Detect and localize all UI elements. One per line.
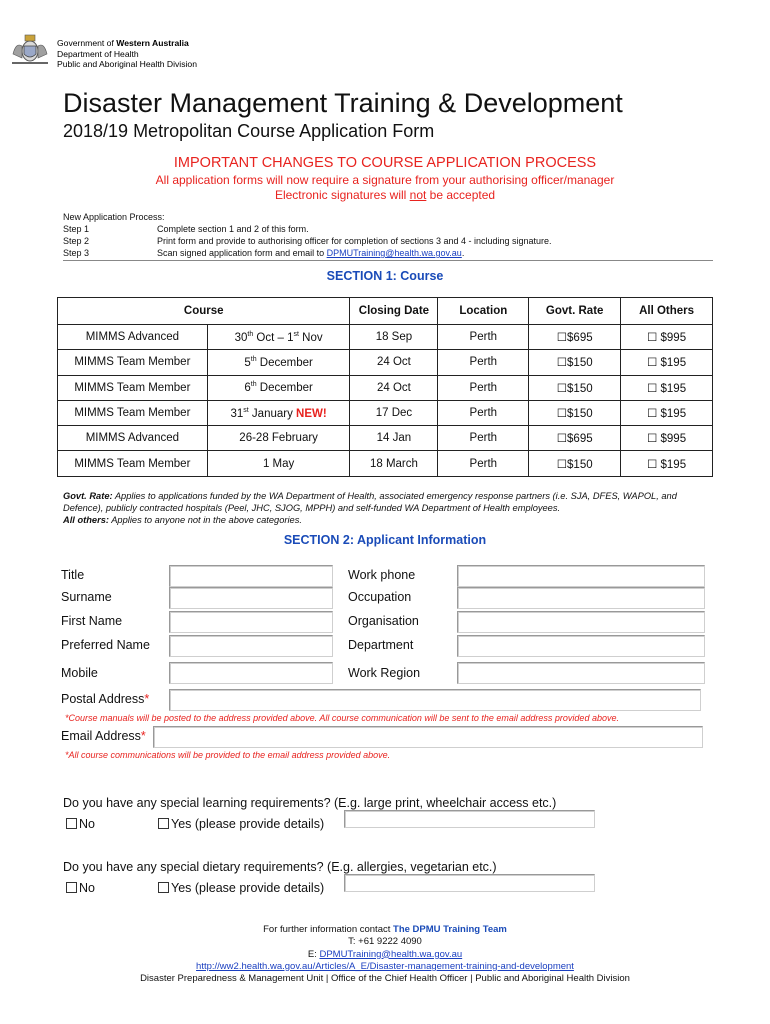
title-label: Title <box>61 568 85 582</box>
all-others-checkbox[interactable]: ☐ $195 <box>621 350 713 375</box>
process-step: Step 3 Scan signed application form and email to DPMUTraining@health.wa.gov.au. <box>63 248 465 258</box>
govt-rate-checkbox[interactable]: ☐$695 <box>529 325 621 350</box>
location: Perth <box>438 350 529 375</box>
all-others-checkbox[interactable]: ☐ $195 <box>621 451 713 476</box>
gov-line1-bold: Western Australia <box>116 38 189 48</box>
col-location: Location <box>438 298 529 325</box>
postal-address-input[interactable] <box>169 689 701 711</box>
course-name: MIMMS Advanced <box>58 426 208 451</box>
dpmu-team: The DPMU Training Team <box>393 924 507 935</box>
course-dates: 5th December <box>207 350 350 375</box>
course-dates: 30th Oct – 1st Nov <box>207 325 350 350</box>
important-heading: IMPORTANT CHANGES TO COURSE APPLICATION PROCESS <box>173 155 597 171</box>
first-name-label: First Name <box>61 614 123 628</box>
important-line2 <box>0 188 770 202</box>
section2-heading: SECTION 2: Applicant Information <box>283 533 487 547</box>
closing-date: 24 Oct <box>350 375 438 400</box>
govt-rate-note: Applies to applications funded by the WA Department of Health, associated emergency response partners (i.e. SJA, DFES, WAPOL, and Defence), publicly contracted hospitals (Peel, JHC, SJOG, MPPH) and self-funded WA Department of Health employees. <box>63 491 677 513</box>
govt-rate-checkbox[interactable]: ☐$150 <box>529 375 621 400</box>
footer-email: E: DPMUTraining@health.wa.gov.au <box>307 948 463 960</box>
checkbox-icon[interactable] <box>158 882 169 893</box>
course-table <box>57 297 713 477</box>
course-name: MIMMS Advanced <box>58 325 208 350</box>
work-region-label: Work Region <box>348 666 421 680</box>
col-course: Course <box>58 298 350 325</box>
occupation-input[interactable] <box>457 587 705 609</box>
footer-contact: For further information contact The DPMU Training Team <box>263 924 507 935</box>
surname-input[interactable] <box>169 587 333 609</box>
footer-unit: Disaster Preparedness & Management Unit | Office of the Chief Health Officer | Public and Aboriginal Health Division <box>140 973 630 985</box>
footer-phone: T: +61 9222 4090 <box>348 936 422 948</box>
govt-rate-checkbox[interactable]: ☐$695 <box>529 426 621 451</box>
table-row <box>58 350 713 375</box>
preferred-name-label: Preferred Name <box>61 638 150 652</box>
work-phone-input[interactable] <box>457 565 705 587</box>
course-name: MIMMS Team Member <box>58 375 208 400</box>
important-line1: All application forms will now require a signature from your authorising officer/manager <box>155 173 615 187</box>
work-region-input[interactable] <box>457 662 705 684</box>
table-row <box>58 400 713 425</box>
divider <box>63 260 713 261</box>
footer-email-link[interactable]: DPMUTraining@health.wa.gov.au <box>319 948 463 960</box>
gov-line3: Public and Aboriginal Health Division <box>57 59 197 69</box>
closing-date: 24 Oct <box>350 350 438 375</box>
occupation-label: Occupation <box>348 590 412 604</box>
dietary-no-option[interactable]: No <box>66 881 95 895</box>
course-dates: 6th December <box>207 375 350 400</box>
footer-url-link[interactable]: http://ww2.health.wa.gov.au/Articles/A_E/Disaster-management-training-and-development <box>196 960 574 972</box>
course-dates: 31st January NEW! <box>207 400 350 425</box>
title-input[interactable] <box>169 565 333 587</box>
mobile-label: Mobile <box>61 666 98 680</box>
postal-address-note: *Course manuals will be posted to the address provided above. All course communication will be sent to the email address provided above. <box>65 713 619 723</box>
location: Perth <box>438 400 529 425</box>
location: Perth <box>438 426 529 451</box>
all-others-checkbox[interactable]: ☐ $995 <box>621 325 713 350</box>
closing-date: 18 Sep <box>350 325 438 350</box>
checkbox-icon[interactable] <box>66 818 77 829</box>
all-others-checkbox[interactable]: ☐ $995 <box>621 426 713 451</box>
application-process <box>63 211 552 259</box>
page-title: Disaster Management Training & Development <box>63 88 623 118</box>
process-step: Step 2 Print form and provide to authorising officer for completion of sections 3 and 4 - including signature. <box>63 236 552 246</box>
govt-rate-checkbox[interactable]: ☐$150 <box>529 400 621 425</box>
course-name: MIMMS Team Member <box>58 451 208 476</box>
email-address-note: *All course communications will be provided to the email address provided above. <box>65 750 391 760</box>
table-header-row <box>58 298 713 325</box>
page-subtitle: 2018/19 Metropolitan Course Application Form <box>63 121 435 141</box>
table-row <box>58 451 713 476</box>
govt-rate-checkbox[interactable]: ☐$150 <box>529 451 621 476</box>
all-others-note-label: All others: <box>63 515 109 525</box>
course-name: MIMMS Team Member <box>58 350 208 375</box>
first-name-input[interactable] <box>169 611 333 633</box>
section1-heading: SECTION 1: Course <box>326 269 444 283</box>
table-row <box>58 325 713 350</box>
organisation-input[interactable] <box>457 611 705 633</box>
surname-label: Surname <box>61 590 112 604</box>
dietary-details-input[interactable] <box>344 874 595 892</box>
preferred-name-input[interactable] <box>169 635 333 657</box>
all-others-checkbox[interactable]: ☐ $195 <box>621 375 713 400</box>
department-input[interactable] <box>457 635 705 657</box>
course-name: MIMMS Team Member <box>58 400 208 425</box>
department-label: Department <box>348 638 414 652</box>
dpmu-email-link[interactable]: DPMUTraining@health.wa.gov.au <box>326 248 462 258</box>
closing-date: 14 Jan <box>350 426 438 451</box>
process-heading: New Application Process: <box>63 212 165 222</box>
work-phone-label: Work phone <box>348 568 416 582</box>
footer-url <box>0 961 770 973</box>
closing-date: 17 Dec <box>350 400 438 425</box>
all-others-checkbox[interactable]: ☐ $195 <box>621 400 713 425</box>
dietary-requirements-question: Do you have any special dietary requirements? (E.g. allergies, vegetarian etc.) <box>63 860 497 874</box>
government-header <box>57 38 197 70</box>
gov-line1-pre: Government of <box>57 38 117 48</box>
col-closing-date: Closing Date <box>350 298 438 325</box>
dietary-yes-option[interactable]: Yes (please provide details) <box>158 881 324 895</box>
important-line2-pre: Electronic signatures will <box>274 188 410 202</box>
closing-date: 18 March <box>350 451 438 476</box>
important-line2-not: not <box>409 188 427 202</box>
all-others-note: Applies to anyone not in the above categories. <box>108 515 302 525</box>
email-address-label: Email Address* <box>61 729 146 743</box>
checkbox-icon[interactable] <box>66 882 77 893</box>
footer <box>0 924 770 985</box>
location: Perth <box>438 325 529 350</box>
govt-rate-checkbox[interactable]: ☐$150 <box>529 350 621 375</box>
learning-no-option[interactable]: No <box>66 817 95 831</box>
learning-yes-option[interactable]: Yes (please provide details) <box>158 817 324 831</box>
learning-details-input[interactable] <box>344 810 595 828</box>
course-dates: 26-28 February <box>207 426 350 451</box>
wa-crest-icon <box>10 32 50 68</box>
table-row <box>58 426 713 451</box>
table-row <box>58 375 713 400</box>
location: Perth <box>438 451 529 476</box>
process-step: Step 1 Complete section 1 and 2 of this form. <box>63 224 309 234</box>
email-address-input[interactable] <box>153 726 703 748</box>
learning-requirements-question: Do you have any special learning requirements? (E.g. large print, wheelchair access etc.) <box>63 796 557 810</box>
course-dates: 1 May <box>207 451 350 476</box>
govt-rate-note-label: Govt. Rate: <box>63 491 113 501</box>
checkbox-icon[interactable] <box>158 818 169 829</box>
organisation-label: Organisation <box>348 614 419 628</box>
gov-line2: Department of Health <box>57 48 139 59</box>
location: Perth <box>438 375 529 400</box>
important-line2-post: be accepted <box>426 188 496 202</box>
postal-address-label: Postal Address* <box>61 692 150 706</box>
rate-notes <box>63 490 713 526</box>
col-govt-rate: Govt. Rate <box>529 298 621 325</box>
new-badge: NEW! <box>296 407 327 420</box>
mobile-input[interactable] <box>169 662 333 684</box>
col-all-others: All Others <box>621 298 713 325</box>
